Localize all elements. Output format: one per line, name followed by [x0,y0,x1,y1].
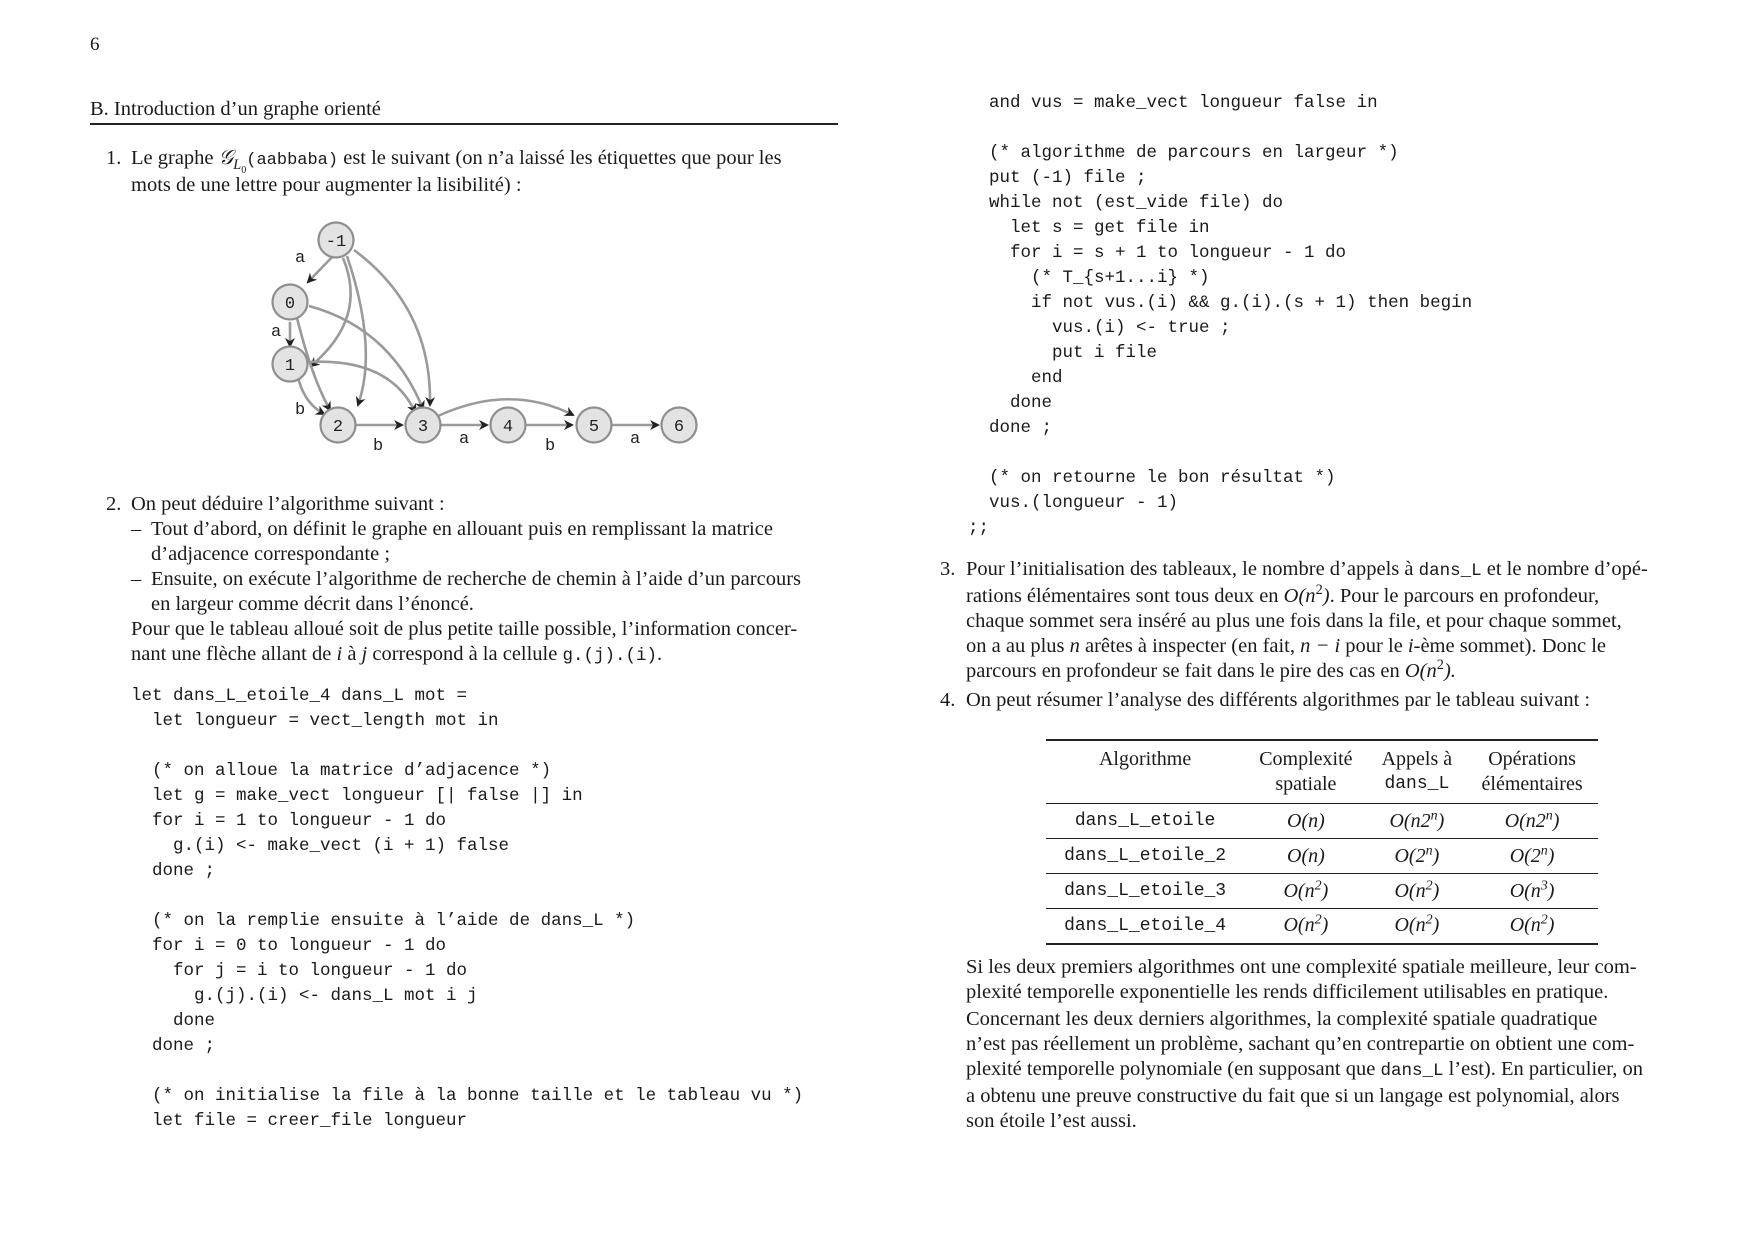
svg-text:6: 6 [673,418,685,437]
code-line: let dans_L_etoile_4 dans_L mot = [131,686,468,706]
code-block-left [131,684,851,1134]
graph-node [273,285,308,320]
complexity-table [1046,739,1598,945]
table-cell: $O(n^2)$ [1509,912,1555,937]
item-3-number: 3. [940,558,956,580]
code-line: for i = 1 to longueur - 1 do [131,811,447,831]
graph-node [491,408,526,443]
table-cell: O(n) [1287,844,1325,867]
code-line: let s = get file in [968,218,1210,238]
svg-text:3: 3 [417,418,429,437]
code-line: done ; [131,861,216,881]
table-row [1046,874,1598,909]
table-cell: O(2$^n$) [1394,842,1440,867]
edge-label: b [545,437,556,456]
table-row [1046,839,1598,874]
table-cell: O(n2$^n$) [1389,807,1445,832]
conclusion-paragraph-2: Concernant les deux derniers algorithmes, la complexité spatiale quadratique n’est pas réellement un problème, sachant qu’en contrepartie on obtient une com- plexité temporelle polynomiale (en supposant que dans_L l’est). En particulier, on a obtenu une preuve constructive du fait que si un langage est polynomial, alors son étoile l’est aussi. [966,1008,1644,1132]
code-line: vus.(longueur - 1) [968,493,1179,513]
edge-label: a [271,323,282,342]
conclusion-paragraph-1: Si les deux premiers algorithmes ont une complexité spatiale meilleure, leur com- plexité temporelle exponentielle les rends difficilement utilisables en pratique. [966,956,1637,1003]
table-cell: $O(n^3)$ [1509,877,1555,902]
page-number: 6 [90,34,100,55]
code-line: done ; [968,418,1053,438]
code-line: let longueur = vect_length mot in [131,711,499,731]
svg-text:-1: -1 [325,233,347,252]
svg-text:2: 2 [332,418,344,437]
code-line: let g = make_vect longueur [| false |] in [131,786,583,806]
code-line: (* on alloue la matrice d’adjacence *) [131,761,552,781]
code-line: g.(i) <- make_vect (i + 1) false [131,836,510,856]
code-line: (* on retourne le bon résultat *) [968,468,1336,488]
code-line: and vus = make_vect longueur false in [968,93,1378,113]
table-cell: dans_L_etoile_3 [1064,881,1227,901]
code-line: end [968,368,1063,388]
code-line: vus.(i) <- true ; [968,318,1231,338]
table-header: Complexité spatiale [1259,748,1353,795]
code-line: put i file [968,343,1158,363]
code-block-right [968,91,1588,541]
code-line: for j = i to longueur - 1 do [131,961,468,981]
item-3-text: Pour l’initialisation des tableaux, le nombre d’appels à dans_L et le nombre d’opé- rations élémentaires sont tous deux en $O(n^2)$. Pour le parcours en profondeur, chaque sommet sera inséré au plus une fois dans la file, et pour chaque sommet, on a au plus n arêtes à inspecter (en fait, n − i pour le i-ème sommet). Donc le parcours en profondeur se fait dans le pire des cas en $O(n^2)$. [966,558,1648,682]
table-cell: O(2$^n$) [1509,842,1555,867]
svg-text:0: 0 [284,295,296,314]
graph-figure [260,218,710,458]
edge-label: b [373,437,384,456]
item-4-number: 4. [940,689,956,711]
code-line: (* T_{s+1...i} *) [968,268,1210,288]
table-cell: O(n) [1287,809,1325,832]
edge-label: a [295,249,306,268]
code-line: (* algorithme de parcours en largeur *) [968,143,1399,163]
code-line: put (-1) file ; [968,168,1147,188]
item-2-text: On peut déduire l’algorithme suivant : – Tout d’abord, on définit le graphe en allouant puis en remplissant la matrice d’adjacence correspondante ; – Ensuite, on exécute l’algorithme de recherche de chemin à l’aide d’un parcours en largeur comme décrit dans l’énoncé. Pour que le tableau alloué soit de plus petite taille possible, l’information concer- nant une flèche allant de i à j correspond à la cellule g.(j).(i). [131,493,802,666]
table-header-row [1046,740,1598,804]
edge-label: a [630,430,641,449]
table-header: Appels à dans_L [1381,748,1453,794]
code-line: (* on initialise la file à la bonne taille et le tableau vu *) [131,1086,804,1106]
graph-node [577,408,612,443]
table-cell: O(n2$^n$) [1504,807,1560,832]
code-line: g.(j).(i) <- dans_L mot i j [131,986,478,1006]
item-2-number: 2. [106,493,122,515]
graph-node [273,347,308,382]
table-cell: dans_L_etoile [1074,811,1216,831]
code-line: for i = 0 to longueur - 1 do [131,936,447,956]
code-line: (* on la remplie ensuite à l’aide de dans_L *) [131,911,636,931]
item-1-text: Le graphe 𝒢$_{L_0}$(aabbaba) est le suivant (on n’a laissé les étiquettes que pour les mots de une lettre pour augmenter la lisibilité) : [131,147,782,196]
edge-label: b [295,401,306,420]
code-line: while not (est_vide file) do [968,193,1284,213]
table-cell: dans_L_etoile_4 [1064,915,1227,936]
svg-text:1: 1 [284,357,296,376]
section-heading: B. Introduction d’un graphe orienté [90,97,838,125]
code-line: for i = s + 1 to longueur - 1 do [968,243,1347,263]
table-header: Algorithme [1098,748,1192,770]
graph-symbol: 𝒢 [218,147,234,169]
table-cell: dans_L_etoile_2 [1064,846,1227,866]
code-line: let file = creer_file longueur [131,1111,468,1131]
code-line: done ; [131,1036,216,1056]
table-cell: $O(n^2)$ [1283,912,1329,937]
code-line: done [131,1011,216,1031]
graph-node [662,408,697,443]
item-4-intro: On peut résumer l’analyse des différents algorithmes par le tableau suivant : [966,689,1591,711]
graph-node [321,408,356,443]
table-row [1046,804,1598,839]
code-line: ;; [968,518,990,538]
graph-node [406,408,441,443]
code-line: if not vus.(i) && g.(i).(s + 1) then begin [968,293,1473,313]
item-1-number: 1. [106,147,122,169]
table-cell: $O(n^2)$ [1394,877,1440,902]
svg-text:5: 5 [588,418,600,437]
table-row [1046,909,1598,944]
table-header: Opérations élémentaires [1481,748,1583,795]
svg-text:4: 4 [502,418,514,437]
table-cell: $O(n^2)$ [1394,912,1440,937]
edge-label: a [459,430,470,449]
table-cell: $O(n^2)$ [1283,877,1329,902]
code-line: done [968,393,1053,413]
graph-node [319,223,354,258]
